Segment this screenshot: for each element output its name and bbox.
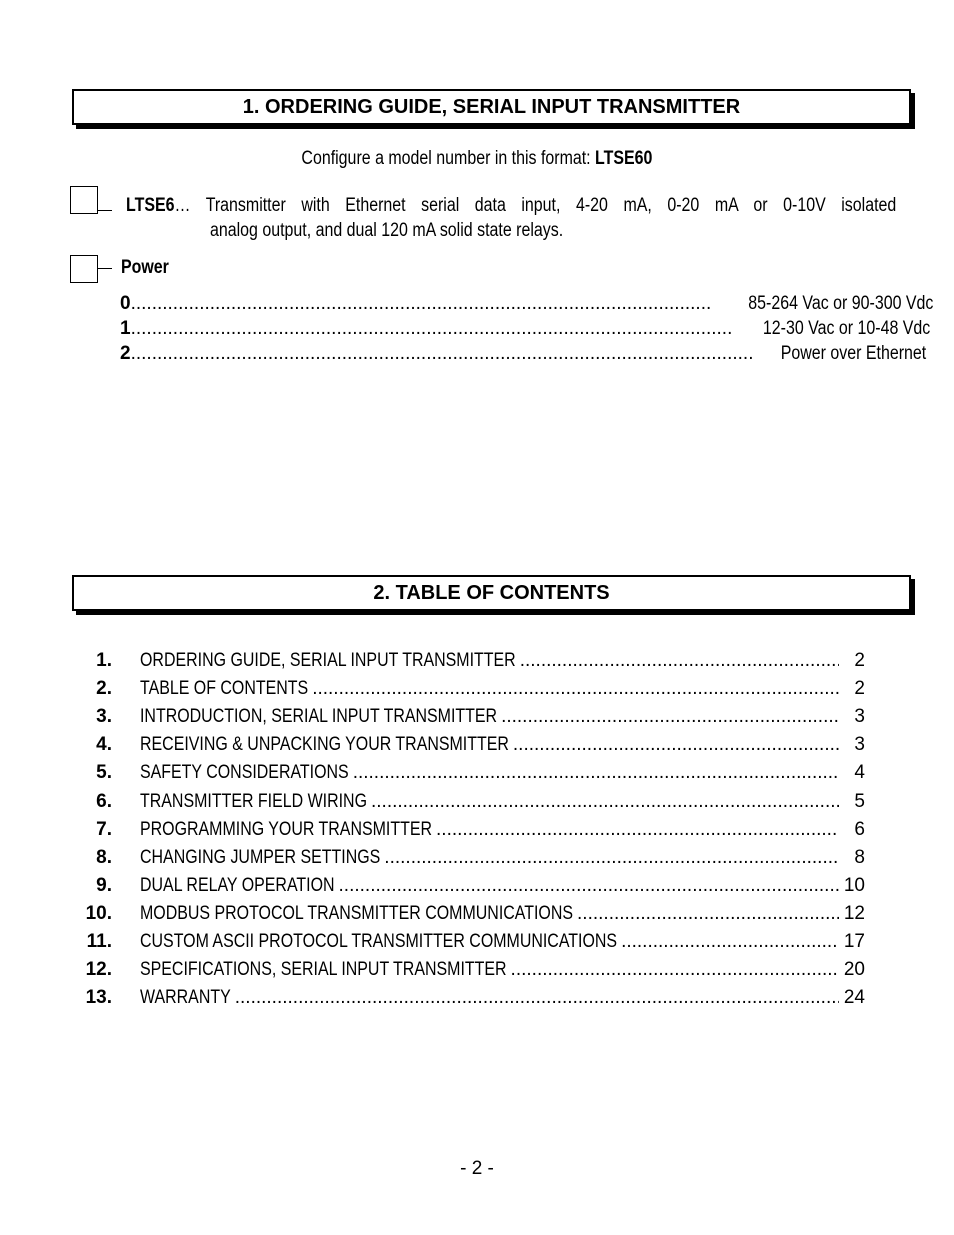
toc-entry-title: RECEIVING & UNPACKING YOUR TRANSMITTER [140, 734, 509, 756]
leader-dots [131, 343, 753, 365]
toc-entry-title: SAFETY CONSIDERATIONS [140, 762, 349, 784]
toc-entry[interactable] [80, 900, 865, 928]
toc-entry-title: MODBUS PROTOCOL TRANSMITTER COMMUNICATIONS [140, 902, 574, 924]
power-checkbox [70, 255, 98, 283]
toc-entry-page: 2 [854, 678, 865, 700]
toc-entry-number: 3. [96, 706, 112, 728]
table-of-contents [80, 647, 865, 1012]
toc-entry-page: 4 [854, 762, 865, 784]
leader-dots [573, 903, 839, 925]
section-title: 1. ORDERING GUIDE, SERIAL INPUT TRANSMITTER [242, 95, 741, 118]
toc-entry[interactable] [80, 816, 865, 844]
toc-entry-page: 3 [854, 734, 865, 756]
leader-dots [367, 791, 839, 813]
toc-entry[interactable] [80, 675, 865, 703]
section-header-ordering-guide [72, 89, 911, 125]
toc-entry-page: 10 [843, 874, 865, 896]
toc-entry-number: 1. [96, 650, 112, 672]
toc-entry-title: TABLE OF CONTENTS [140, 678, 309, 700]
toc-entry-number: 10. [85, 902, 112, 924]
toc-entry[interactable] [80, 844, 865, 872]
power-option-code: 0 [120, 293, 131, 314]
toc-entry-page: 12 [843, 902, 865, 924]
toc-entry[interactable] [80, 928, 865, 956]
toc-entry-page: 2 [854, 650, 865, 672]
toc-entry[interactable] [80, 759, 865, 787]
toc-entry-number: 9. [96, 874, 112, 896]
toc-entry-page: 6 [854, 818, 865, 840]
leader-dots [507, 959, 839, 981]
power-option-value: 85-264 Vac or 90-300 Vdc [748, 293, 934, 314]
leader-dots [380, 847, 839, 869]
toc-entry[interactable] [80, 984, 865, 1012]
toc-entry-number: 11. [86, 930, 112, 952]
toc-entry-number: 12. [85, 959, 112, 981]
toc-entry-title: PROGRAMMING YOUR TRANSMITTER [140, 818, 433, 840]
leader-dots [349, 762, 839, 784]
toc-entry-page: 20 [843, 959, 865, 981]
power-option-code: 1 [120, 318, 131, 339]
model-code: LTSE6 [126, 195, 175, 216]
toc-entry[interactable] [80, 647, 865, 675]
format-prefix: Configure a model number in this format: [301, 148, 596, 169]
leader-dots [509, 734, 839, 756]
model-ellipsis: … [174, 195, 191, 216]
toc-entry-page: 5 [854, 790, 865, 812]
power-option-value: 12-30 Vac or 10-48 Vdc [762, 318, 930, 339]
leader-dots [308, 678, 839, 700]
power-option-code: 2 [120, 343, 131, 364]
power-option-2 [120, 343, 926, 367]
section-header-table-of-contents [72, 575, 911, 611]
leader-dots [335, 875, 839, 897]
toc-entry[interactable] [80, 956, 865, 984]
toc-entry-title: TRANSMITTER FIELD WIRING [140, 790, 367, 812]
toc-entry[interactable] [80, 731, 865, 759]
model-description-block [126, 193, 896, 243]
toc-entry-title: WARRANTY [140, 987, 231, 1009]
toc-entry[interactable] [80, 872, 865, 900]
toc-entry-number: 8. [96, 846, 112, 868]
toc-entry-number: 4. [96, 734, 112, 756]
toc-entry-title: INTRODUCTION, SERIAL INPUT TRANSMITTER [140, 706, 498, 728]
leader-dots [432, 819, 839, 841]
toc-entry-number: 13. [85, 987, 112, 1009]
toc-entry[interactable] [80, 703, 865, 731]
toc-entry-page: 17 [843, 930, 865, 952]
model-checkbox [70, 186, 98, 214]
leader-dots [497, 706, 839, 728]
model-format-line [0, 148, 954, 170]
power-leader-line [98, 268, 112, 269]
leader-dots [231, 987, 839, 1009]
toc-entry[interactable] [80, 787, 865, 815]
toc-entry-title: ORDERING GUIDE, SERIAL INPUT TRANSMITTER [140, 650, 516, 672]
toc-entry-title: CHANGING JUMPER SETTINGS [140, 846, 381, 868]
leader-dots [131, 318, 731, 340]
power-option-1 [120, 318, 930, 342]
toc-entry-number: 6. [96, 790, 112, 812]
toc-entry-title: SPECIFICATIONS, SERIAL INPUT TRANSMITTER [140, 959, 507, 981]
leader-dots [131, 293, 713, 315]
toc-entry-number: 2. [96, 678, 112, 700]
power-option-0 [120, 293, 934, 317]
model-description-line1: Transmitter with Ethernet serial data input, 4-20 mA, 0-20 mA or 0-10V isolated [205, 195, 897, 216]
model-description-line2: analog output, and dual 120 mA solid state relays. [210, 220, 564, 241]
toc-entry-number: 7. [96, 818, 112, 840]
toc-entry-title: CUSTOM ASCII PROTOCOL TRANSMITTER COMMUNICATIONS [140, 930, 618, 952]
toc-entry-number: 5. [96, 762, 112, 784]
toc-entry-page: 8 [854, 846, 865, 868]
leader-dots [516, 650, 839, 672]
leader-dots [617, 931, 839, 953]
model-leader-line [98, 210, 112, 211]
format-model: LTSE60 [595, 148, 653, 169]
power-label: Power [121, 257, 169, 278]
page-number: - 2 - [460, 1158, 494, 1179]
toc-entry-page: 3 [854, 706, 865, 728]
power-option-value: Power over Ethernet [780, 343, 926, 364]
section-title: 2. TABLE OF CONTENTS [373, 581, 610, 604]
toc-entry-page: 24 [843, 987, 865, 1009]
toc-entry-title: DUAL RELAY OPERATION [140, 874, 335, 896]
